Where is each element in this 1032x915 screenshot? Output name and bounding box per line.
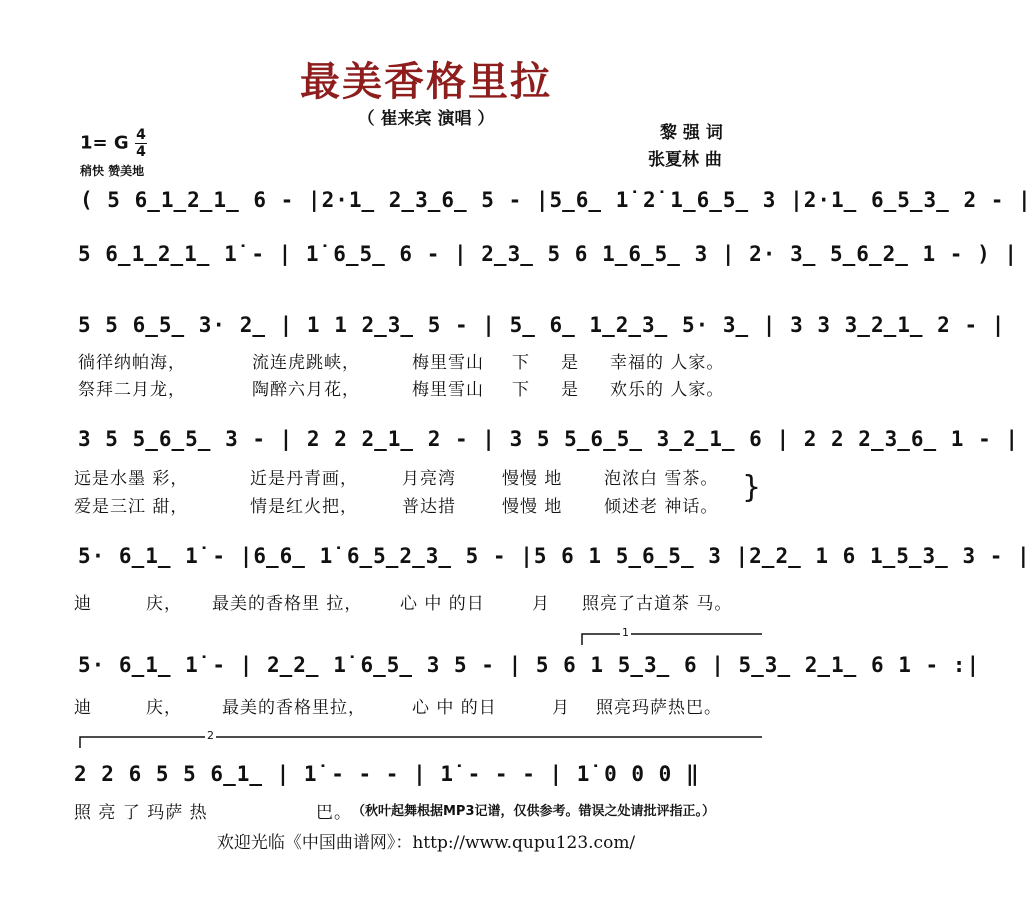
key-prefix: 1= G bbox=[80, 132, 129, 154]
lyric-line: 迪 bbox=[74, 698, 92, 718]
page-title: 最美香格里拉 bbox=[300, 58, 552, 105]
notation-row-2: 5 6̲1̲2̲1̲ 1̇ - | 1̇ 6̲5̲ 6 - | 2̲3̲ 5 6 1̲6̲5̲ 3 | 2· 3̲ 5̲6̲2̲ 1 - ) | bbox=[78, 242, 1019, 266]
notation-row-7: 2 2 6 5 5 6̲1̲ | 1̇ - - - | 1̇ - - - | 1̇ 0 0 0 ‖ bbox=[74, 762, 700, 786]
repeat-brace: } bbox=[742, 470, 762, 505]
lyric-line: 下 bbox=[512, 353, 530, 373]
lyric-line: 心 中 的日 bbox=[400, 594, 485, 614]
volta-2-label: 2 bbox=[207, 729, 214, 742]
lyric-line: 慢慢 地 bbox=[502, 497, 563, 517]
time-bottom: 4 bbox=[136, 144, 146, 160]
transcription-note: （秋叶起舞根据MP3记谱，仅供参考。错误之处请批评指正。） bbox=[352, 804, 716, 819]
lyric-line: 祭拜二月龙， bbox=[78, 380, 186, 400]
lyric-line: 近是丹青画， bbox=[250, 469, 358, 489]
lyric-line: 普达措 bbox=[402, 497, 456, 517]
notation-row-5: 5· 6̲1̲ 1̇ - |6̲6̲ 1̇ 6̲5̲2̲3̲ 5 - |5 6 1 5̲6̲5̲ 3 |2̲2̲ 1 6 1̲5̲3̲ 3 - | bbox=[78, 544, 1031, 568]
lyric-line: 下 bbox=[512, 380, 530, 400]
tempo-marking: 稍快 赞美地 bbox=[80, 164, 145, 178]
lyric-line: 庆， bbox=[146, 594, 182, 614]
lyric-line: 迪 bbox=[74, 594, 92, 614]
lyricist-credit: 黎 强 词 bbox=[660, 123, 723, 143]
lyric-line: 倾述老 神话。 bbox=[604, 497, 719, 517]
notation-row-6: 5· 6̲1̲ 1̇ - | 2̲2̲ 1̇ 6̲5̲ 3 5 - | 5 6 1 5̲3̲ 6 | 5̲3̲ 2̲1̲ 6 1 - :| bbox=[78, 653, 981, 677]
lyric-line: 心 中 的日 bbox=[412, 698, 497, 718]
singer-credit: （ 崔来宾 演唱 ） bbox=[357, 109, 495, 129]
lyric-line: 流连虎跳峡， bbox=[252, 353, 360, 373]
notation-row-1: ( 5 6̲1̲2̲1̲ 6 - |2·1̲ 2̲3̲6̲ 5 - |5̲6̲ 1̇ 2̇ 1̲6̲5̲ 3 |2·1̲ 6̲5̲3̲ 2 - | bbox=[80, 188, 1032, 212]
notation-row-4: 3 5 5̲6̲5̲ 3 - | 2 2 2̲1̲ 2 - | 3 5 5̲6̲5̲ 3̲2̲1̲ 6 | 2 2 2̲3̲6̲ 1 - | bbox=[78, 427, 1020, 451]
lyric-line: 徜徉纳帕海， bbox=[78, 353, 186, 373]
lyric-line: 最美的香格里拉， bbox=[222, 698, 366, 718]
lyric-line: 照亮了古道茶 马。 bbox=[582, 594, 733, 614]
lyric-line: 情是红火把， bbox=[250, 497, 358, 517]
lyric-line: 照亮玛萨热巴。 bbox=[596, 698, 722, 718]
lyric-line: 月 bbox=[552, 698, 570, 718]
time-top: 4 bbox=[136, 127, 146, 143]
lyric-line: 陶醉六月花， bbox=[252, 380, 360, 400]
volta-1-label: 1 bbox=[622, 626, 629, 639]
lyric-line: 慢慢 地 bbox=[502, 469, 563, 489]
lyric-line: 照 亮 了 玛萨 热 bbox=[74, 803, 208, 823]
lyric-line: 远是水墨 彩， bbox=[74, 469, 189, 489]
lyric-line: 最美的香格里 拉， bbox=[212, 594, 363, 614]
lyric-line: 月亮湾 bbox=[402, 469, 456, 489]
lyric-line: 梅里雪山 bbox=[412, 353, 484, 373]
lyric-line: 梅里雪山 bbox=[412, 380, 484, 400]
lyric-line: 幸福的 人家。 bbox=[610, 353, 725, 373]
lyric-line: 欢乐的 人家。 bbox=[610, 380, 725, 400]
lyric-line: 是 bbox=[561, 353, 579, 373]
lyric-line: 庆， bbox=[146, 698, 182, 718]
notation-row-3: 5 5 6̲5̲ 3· 2̲ | 1 1 2̲3̲ 5 - | 5̲ 6̲ 1̲2̲3̲ 5· 3̲ | 3 3 3̲2̲1̲ 2 - | bbox=[78, 313, 1006, 337]
lyric-line: 是 bbox=[561, 380, 579, 400]
lyric-line: 月 bbox=[532, 594, 550, 614]
footer-credit: 欢迎光临《中国曲谱网》：http://www.qupu123.com/ bbox=[216, 833, 636, 853]
lyric-line: 巴。 bbox=[316, 803, 352, 823]
lyric-line: 爱是三江 甜， bbox=[74, 497, 189, 517]
composer-credit: 张夏林 曲 bbox=[648, 150, 722, 170]
lyric-line: 泡浓白 雪茶。 bbox=[604, 469, 719, 489]
